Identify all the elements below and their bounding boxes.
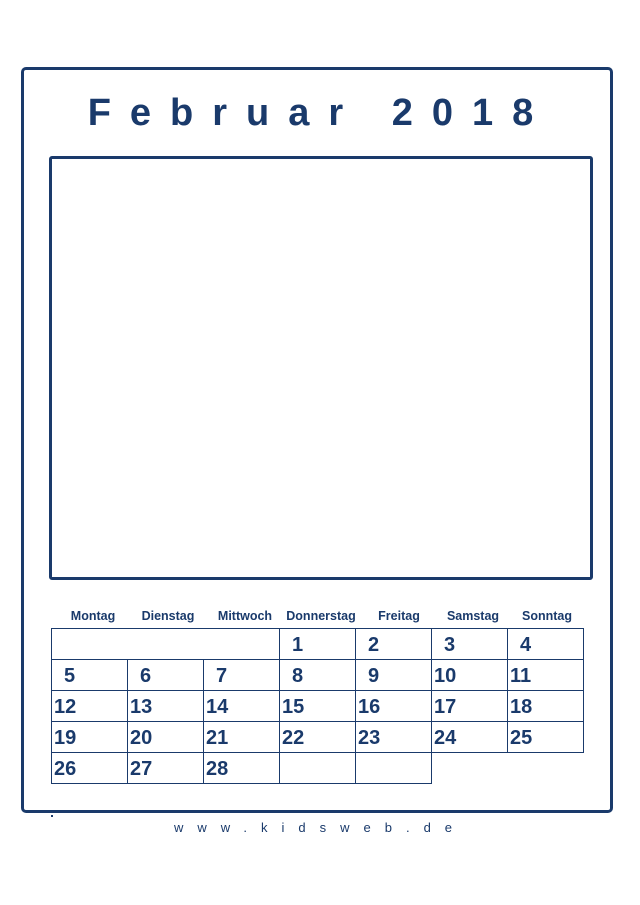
calendar-day-number: 19 (54, 727, 77, 749)
calendar-day-number: 22 (282, 727, 305, 749)
calendar-day-number: 14 (206, 696, 229, 718)
calendar-day-cell (355, 659, 432, 691)
weekday-freitag: Freitag (378, 609, 420, 623)
calendar-day-cell (127, 721, 204, 753)
calendar-day-cell (203, 752, 280, 784)
calendar-day-cell (127, 659, 204, 691)
calendar-day-number: 26 (54, 758, 77, 780)
calendar-day-number: 3 (444, 634, 456, 656)
calendar-day-number: 25 (510, 727, 533, 749)
weekday-dienstag: Dienstag (141, 609, 195, 623)
calendar-day-cell (507, 628, 584, 660)
calendar-day-number: 15 (282, 696, 305, 718)
calendar-day-cell (355, 628, 432, 660)
calendar-day-number: 7 (216, 665, 228, 687)
calendar-day-number: 1 (292, 634, 304, 656)
calendar-day-cell (279, 690, 356, 722)
calendar-day-cell (51, 721, 128, 753)
calendar-day-cell (203, 659, 280, 691)
calendar-day-number: 28 (206, 758, 229, 780)
calendar-empty-cell (51, 628, 280, 660)
calendar-day-number: 2 (368, 634, 380, 656)
calendar-title: Februar 2018 (87, 92, 553, 134)
calendar-day-number: 11 (510, 665, 532, 687)
calendar-day-number: 24 (434, 727, 457, 749)
calendar-day-cell (431, 659, 508, 691)
calendar-day-cell (507, 659, 584, 691)
calendar-empty-cell (279, 752, 356, 784)
calendar-day-cell (51, 659, 128, 691)
calendar-day-cell (51, 752, 128, 784)
calendar-day-cell (203, 721, 280, 753)
calendar-day-cell (431, 628, 508, 660)
calendar-day-cell (355, 721, 432, 753)
calendar-day-number: 17 (434, 696, 457, 718)
photo-placeholder-frame (49, 156, 593, 580)
weekday-donnerstag: Donnerstag (286, 609, 356, 623)
calendar-day-number: 27 (130, 758, 153, 780)
calendar-day-cell (355, 690, 432, 722)
calendar-day-number: 4 (520, 634, 532, 656)
calendar-day-number: 23 (358, 727, 381, 749)
calendar-day-number: 6 (140, 665, 152, 687)
calendar-day-cell (279, 721, 356, 753)
weekday-sonntag: Sonntag (522, 609, 572, 623)
calendar-day-number: 16 (358, 696, 381, 718)
calendar-day-number: 9 (368, 665, 380, 687)
calendar-day-cell (279, 628, 356, 660)
calendar-day-cell (127, 690, 204, 722)
calendar-empty-cell (355, 752, 432, 784)
calendar-day-number: 18 (510, 696, 533, 718)
calendar-day-cell (279, 659, 356, 691)
calendar-day-cell (507, 690, 584, 722)
calendar-day-number: 10 (434, 665, 457, 687)
calendar-day-number: 13 (130, 696, 153, 718)
calendar-day-cell (431, 721, 508, 753)
calendar-day-number: 20 (130, 727, 153, 749)
calendar-day-number: 12 (54, 696, 77, 718)
calendar-day-cell (127, 752, 204, 784)
calendar-day-number: 21 (206, 727, 229, 749)
calendar-day-cell (203, 690, 280, 722)
weekday-samstag: Samstag (446, 609, 500, 623)
calendar-day-cell (507, 721, 584, 753)
calendar-day-cell (51, 690, 128, 722)
calendar-day-cell (431, 690, 508, 722)
footer-url: www.kidsweb.de (173, 820, 467, 835)
corner-mark (51, 815, 53, 817)
weekday-montag: Montag (70, 609, 116, 623)
calendar-day-number: 8 (292, 665, 304, 687)
weekday-mittwoch: Mittwoch (217, 609, 273, 623)
calendar-day-number: 5 (64, 665, 76, 687)
